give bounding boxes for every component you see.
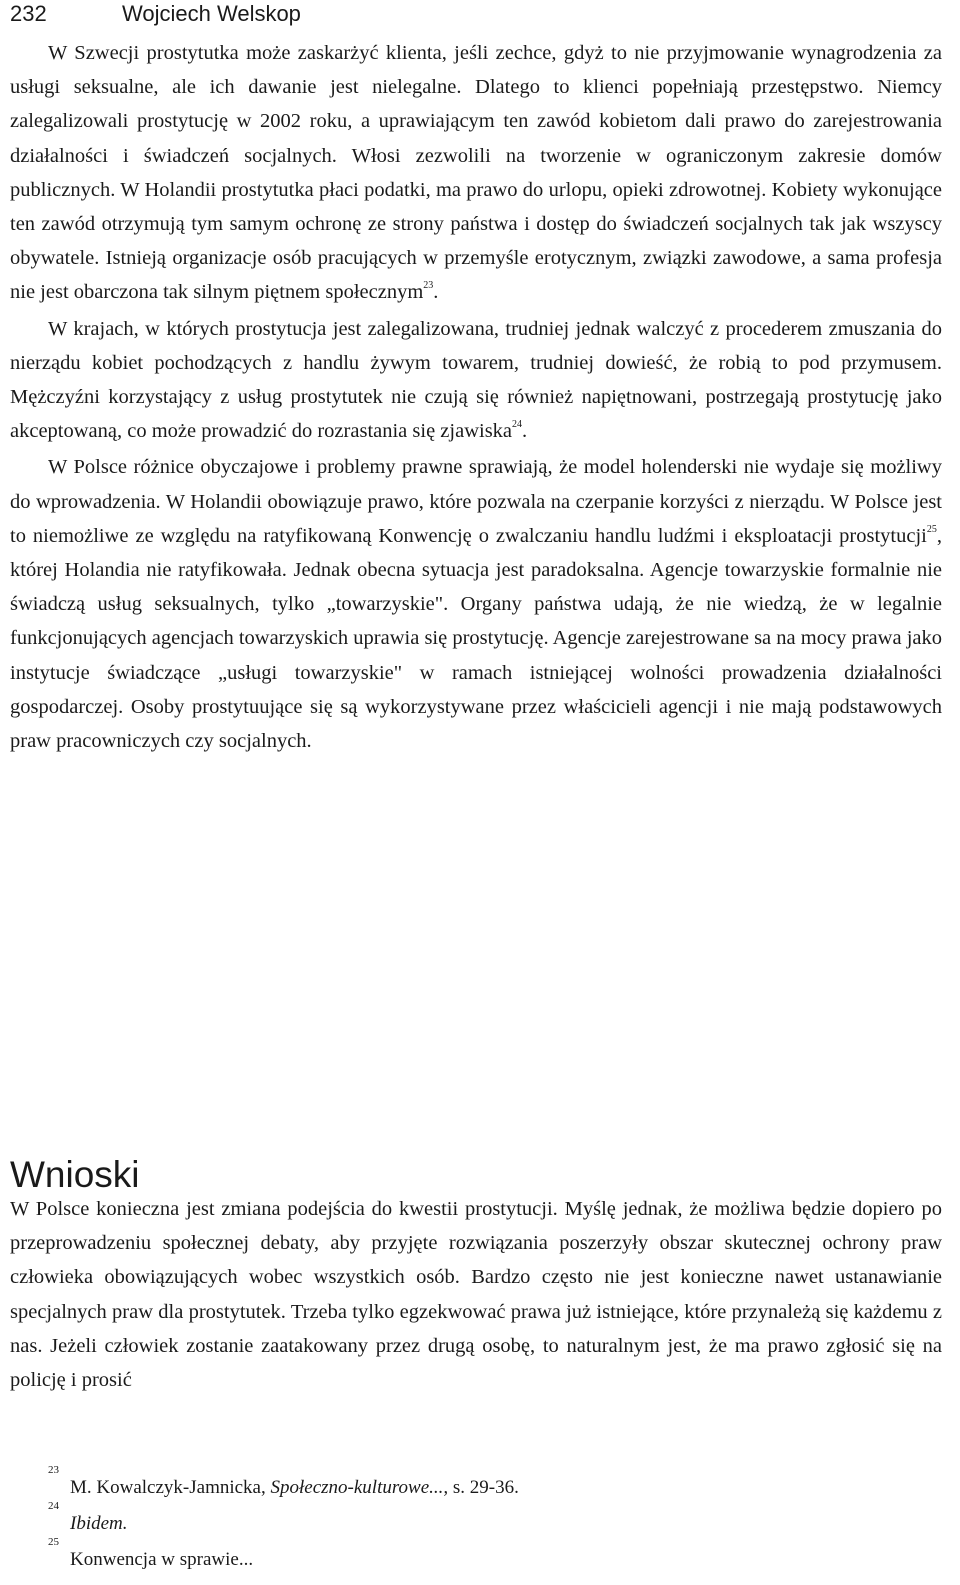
paragraph-sweden-germany: W Szwecji prostytutka może zaskarżyć klienta, jeśli zechce, gdyż to nie przyjmowanie wynagrodzenia za usługi seksualne, ale ich dawanie jest nielegalne. Dlatego to klienci popełniają przestępstwo. Niemcy zalegalizowali prostytucję w 2002 roku, a uprawiającym ten zawód kobietom dali prawo do zarejestrowania działalności i świadczeń socjalnych. Włosi zezwolili na tworzenie w ograniczonym zakresie domów publicznych. W Holandii prostytutka płaci podatki, ma prawo do urlopu, opieki zdrowotnej. Kobiety wykonujące ten zawód otrzymują tym samym ochronę ze strony państwa i dostęp do świadczeń socjalnych tak jak wszyscy obywatele. Istnieją organizacje osób pracujących w przemyśle erotycznym, związki zawodowe, a sama profesja nie jest obarczona tak silnym piętnem społecznym$^{23}$. <box>10 42 942 304</box>
paragraph-poland: W Polsce różnice obyczajowe i problemy prawne sprawiają, że model holenderski nie wydaje się możliwy do wprowadzenia. W Holandii obowiązuje prawo, które pozwala na czerpanie korzyści z nierządu. W Polsce jest to niemożliwe ze względu na ratyfikowaną Konwencję o zwalczaniu handlu ludźmi i eksploatacji prostytucji$^{25}$, której Holandia nie ratyfikowała. Jednak obecna sytuacja jest paradoksalna. Agencje towarzyskie formalnie nie świadczą usług seksualnych, tylko „towarzyskie". Organy państwa udają, że nie wiedzą, że w legalnie funkcjonujących agencjach towarzyskich uprawia się prostytucję. Agencje zarejestrowane sa na mocy prawa jako instytucje świadczące „usługi towarzyskie" w ramach istniejącej wolności prowadzenia działalności gospodarczej. Osoby prostytuujące się są wykorzystywane przez właścicieli agencji i nie mają podstawowych praw pracowniczych czy socjalnych. <box>10 456 942 753</box>
paragraph-conclusions: W Polsce konieczna jest zmiana podejścia do kwestii prostytucji. Myślę jednak, że możliwa będzie dopiero po przeprowadzeniu społecznej debaty, aby przyjęte rozwiązania poszerzyły obszar skutecznej ochrony praw człowieka obowiązujących wobec wszystkich osób. Bardzo często nie jest konieczne nawet ustanawianie specjalnych praw dla prostytutek. Trzeba tylko egzekwować prawa już istniejące, które przynależą się każdemu z nas. Jeżeli człowiek zostanie zaatakowany przez drugą osobę, to naturalnym jest, że ma prawo zgłosić się na policję i prosić <box>10 1198 942 1392</box>
section-body <box>10 36 942 758</box>
running-head-author: Wojciech Welskop <box>122 1 301 26</box>
footnotes <box>48 1464 948 1578</box>
footnote-ref-24[interactable]: 24 <box>512 419 523 431</box>
footnote-ref-23[interactable]: 23 <box>423 280 434 292</box>
page-number: 232 <box>10 1 47 26</box>
paragraph-legalization: W krajach, w których prostytucja jest zalegalizowana, trudniej jednak walczyć z procederem zmuszania do nierządu kobiet pochodzących z handlu żywym towarem, trudniej dowieść, że robią to pod przymusem. Mężczyźni korzystający z usług prostytutek nie czują się również napiętnowani, postrzegają prostytucję jako akceptowaną, co może prowadzić do rozrastania się zjawiska$^{24}$. <box>10 317 942 443</box>
footnote-24: 24 Ibidem. <box>48 1500 128 1534</box>
footnote-25: 25 Konwencja w sprawie... <box>48 1536 254 1570</box>
running-header <box>10 0 301 30</box>
footnote-ref-25[interactable]: 25 <box>926 523 937 535</box>
footnote-23: 23 M. Kowalczyk-Jamnicka, Społeczno-kulturowe..., s. 29-36. <box>48 1464 519 1498</box>
section-heading: Wnioski <box>10 1153 140 1195</box>
conclusions-body <box>10 1192 942 1397</box>
